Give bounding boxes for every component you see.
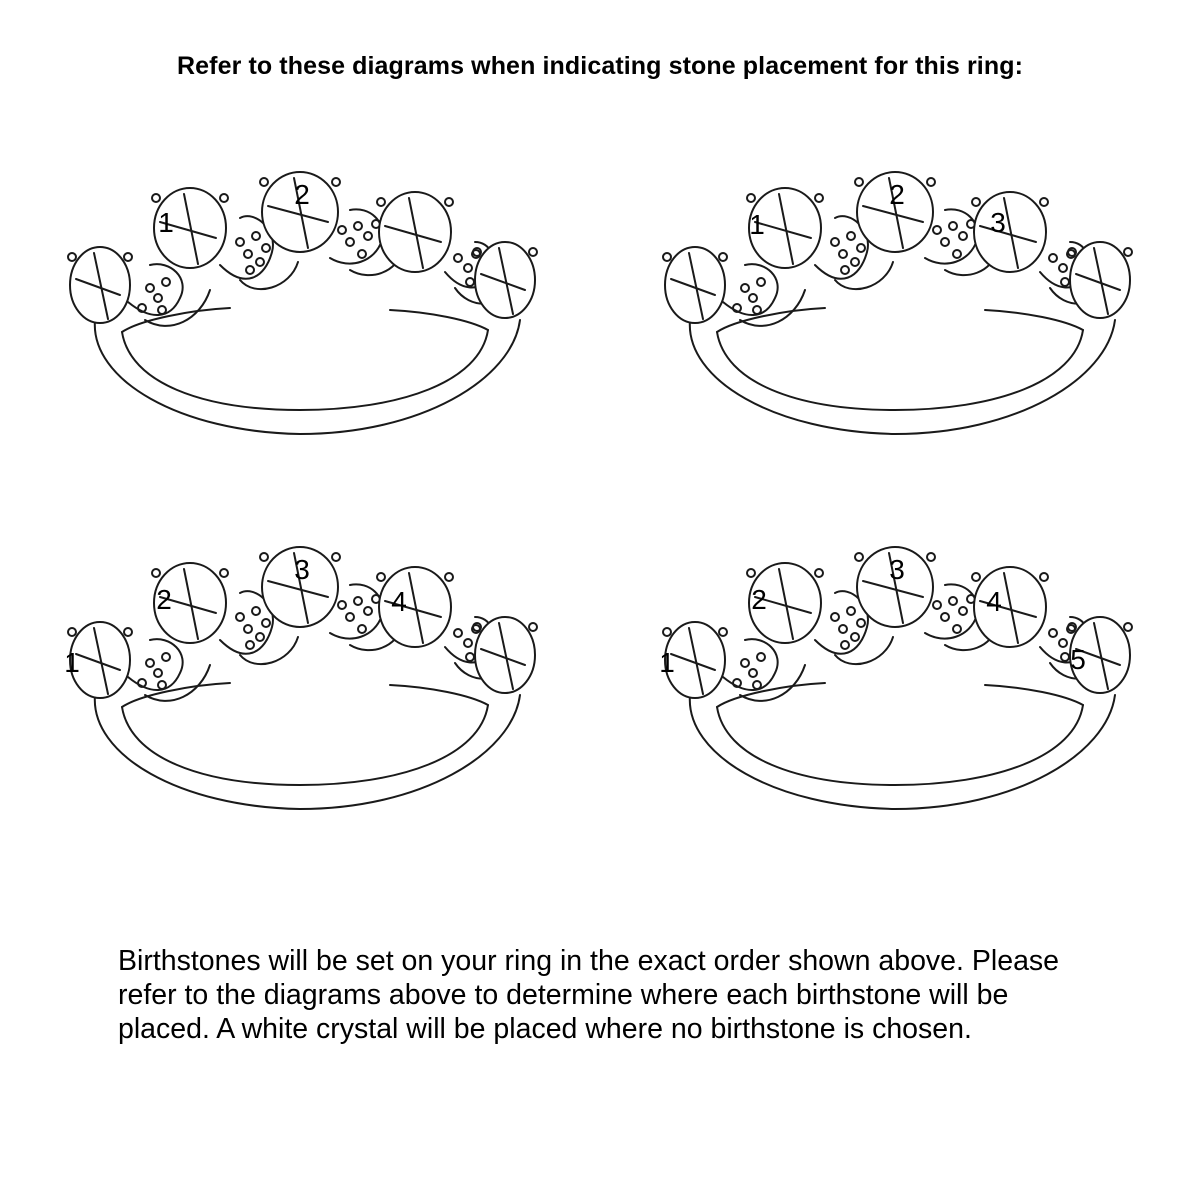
prong-tip (445, 198, 453, 206)
pave-crystal (839, 250, 847, 258)
band-edge-line (717, 308, 825, 332)
pave-crystal (262, 244, 270, 252)
prong-tip (1040, 573, 1048, 581)
pave-crystal (464, 639, 472, 647)
stone-position-number: 2 (156, 584, 172, 615)
prong-tip (815, 569, 823, 577)
pave-crystal (941, 238, 949, 246)
prong-tip (260, 553, 268, 561)
pave-crystal (236, 238, 244, 246)
pave-crystal (256, 258, 264, 266)
pave-crystal (953, 625, 961, 633)
ring-diagram-three-stones (645, 170, 1145, 450)
prong-tip (377, 198, 385, 206)
pave-crystal (256, 633, 264, 641)
ring-drawing (645, 545, 1145, 825)
pave-crystal (831, 238, 839, 246)
pave-crystal (146, 284, 154, 292)
prong-tip (719, 628, 727, 636)
prong-tip (445, 573, 453, 581)
prong-tip (332, 553, 340, 561)
pave-crystal (941, 613, 949, 621)
stone-position-number: 2 (294, 179, 310, 210)
band-outer-line (690, 320, 1115, 434)
ring-linework (663, 172, 1132, 434)
prong-tip (663, 253, 671, 261)
pave-crystal (244, 250, 252, 258)
pave-crystal (466, 653, 474, 661)
pave-crystal (831, 613, 839, 621)
band-outer-line (95, 320, 520, 434)
pave-crystal (949, 222, 957, 230)
prong-tip (529, 623, 537, 631)
page-title: Refer to these diagrams when indicating stone placement for this ring: (176, 52, 1024, 80)
pave-crystal (358, 250, 366, 258)
pave-crystal (749, 294, 757, 302)
pave-crystal (346, 613, 354, 621)
pave-crystal (154, 294, 162, 302)
twist-link (723, 264, 778, 315)
pave-crystal (757, 278, 765, 286)
pave-crystal (933, 601, 941, 609)
pave-crystal (749, 669, 757, 677)
prong-tip (927, 553, 935, 561)
twist-link (128, 264, 183, 315)
pave-crystal (262, 619, 270, 627)
pave-crystal (851, 258, 859, 266)
pave-crystal (741, 659, 749, 667)
stone-position-number: 2 (751, 584, 767, 615)
pave-crystal (933, 226, 941, 234)
prong-tip (663, 628, 671, 636)
prong-tip (377, 573, 385, 581)
prong-tip (1124, 623, 1132, 631)
pave-crystal (244, 625, 252, 633)
pave-crystal (252, 607, 260, 615)
pave-crystal (1059, 639, 1067, 647)
stone-position-number: 4 (391, 586, 407, 617)
pave-crystal (364, 607, 372, 615)
pave-crystal (158, 681, 166, 689)
pave-crystal (454, 629, 462, 637)
pave-crystal (158, 306, 166, 314)
ring-drawing (50, 545, 550, 825)
prong-tip (927, 178, 935, 186)
stone-position-number: 2 (889, 179, 905, 210)
band-edge-line (122, 308, 230, 332)
pave-crystal (847, 232, 855, 240)
pave-crystal (338, 226, 346, 234)
pave-crystal (841, 266, 849, 274)
prong-tip (719, 253, 727, 261)
prong-tip (68, 628, 76, 636)
ring-diagram-two-stones (50, 170, 550, 450)
band-edge-line (390, 310, 488, 330)
instructions-paragraph: Birthstones will be set on your ring in the exact order shown above. Please refer to the diagrams above to determine where each birthstone will be placed. A white crystal will be placed where no birthstone is chosen. (118, 945, 1060, 1045)
pave-crystal (1059, 264, 1067, 272)
band-inner-line (122, 330, 488, 410)
twist-link (723, 639, 778, 690)
prong-tip (124, 253, 132, 261)
pave-crystal (959, 232, 967, 240)
pave-crystal (146, 659, 154, 667)
pave-crystal (757, 653, 765, 661)
pave-crystal (841, 641, 849, 649)
pave-crystal (358, 625, 366, 633)
ring-linework (68, 547, 537, 809)
band-outer-line (95, 695, 520, 809)
stone-position-number: 3 (294, 554, 310, 585)
pave-crystal (741, 284, 749, 292)
pave-crystal (354, 222, 362, 230)
pave-crystal (236, 613, 244, 621)
prong-tip (972, 198, 980, 206)
band-edge-line (985, 310, 1083, 330)
prong-tip (855, 553, 863, 561)
stone-position-number: 4 (986, 586, 1002, 617)
stone-position-number: 1 (158, 207, 174, 238)
ring-diagram-five-stones (645, 545, 1145, 825)
pave-crystal (364, 232, 372, 240)
pave-crystal (959, 607, 967, 615)
pave-crystal (847, 607, 855, 615)
pave-crystal (246, 266, 254, 274)
stone-position-number: 5 (1070, 644, 1086, 675)
prong-tip (68, 253, 76, 261)
pave-crystal (857, 619, 865, 627)
pave-crystal (154, 669, 162, 677)
pave-crystal (346, 238, 354, 246)
band-edge-line (985, 685, 1083, 705)
pave-crystal (1049, 629, 1057, 637)
band-outer-line (690, 695, 1115, 809)
ring-drawing (645, 170, 1145, 450)
pave-crystal (1061, 653, 1069, 661)
ring-drawing (50, 170, 550, 450)
stone-position-number: 1 (64, 647, 80, 678)
pave-crystal (162, 278, 170, 286)
twist-link (128, 639, 183, 690)
pave-crystal (338, 601, 346, 609)
pave-crystal (454, 254, 462, 262)
prong-tip (220, 194, 228, 202)
pave-crystal (953, 250, 961, 258)
pave-crystal (466, 278, 474, 286)
prong-tip (332, 178, 340, 186)
pave-crystal (354, 597, 362, 605)
prong-tip (124, 628, 132, 636)
pave-crystal (753, 681, 761, 689)
prong-tip (815, 194, 823, 202)
prong-tip (747, 194, 755, 202)
stone-position-number: 1 (749, 209, 765, 240)
prong-tip (972, 573, 980, 581)
pave-crystal (851, 633, 859, 641)
prong-tip (855, 178, 863, 186)
ring-linework (663, 547, 1132, 809)
pave-crystal (753, 306, 761, 314)
pave-crystal (162, 653, 170, 661)
pave-crystal (857, 244, 865, 252)
ring-diagram-four-stones (50, 545, 550, 825)
stone-position-number: 1 (659, 647, 675, 678)
prong-tip (1124, 248, 1132, 256)
stone-position-number: 3 (990, 207, 1006, 238)
pave-crystal (464, 264, 472, 272)
prong-tip (1040, 198, 1048, 206)
band-inner-line (717, 330, 1083, 410)
band-edge-line (122, 683, 230, 707)
prong-tip (529, 248, 537, 256)
band-edge-line (390, 685, 488, 705)
prong-tip (152, 569, 160, 577)
stone-position-number: 3 (889, 554, 905, 585)
prong-tip (220, 569, 228, 577)
prong-tip (152, 194, 160, 202)
pave-crystal (1061, 278, 1069, 286)
band-edge-line (717, 683, 825, 707)
prong-tip (747, 569, 755, 577)
band-inner-line (717, 705, 1083, 785)
prong-tip (260, 178, 268, 186)
pave-crystal (246, 641, 254, 649)
pave-crystal (949, 597, 957, 605)
band-inner-line (122, 705, 488, 785)
pave-crystal (839, 625, 847, 633)
pave-crystal (252, 232, 260, 240)
ring-linework (68, 172, 537, 434)
pave-crystal (1049, 254, 1057, 262)
